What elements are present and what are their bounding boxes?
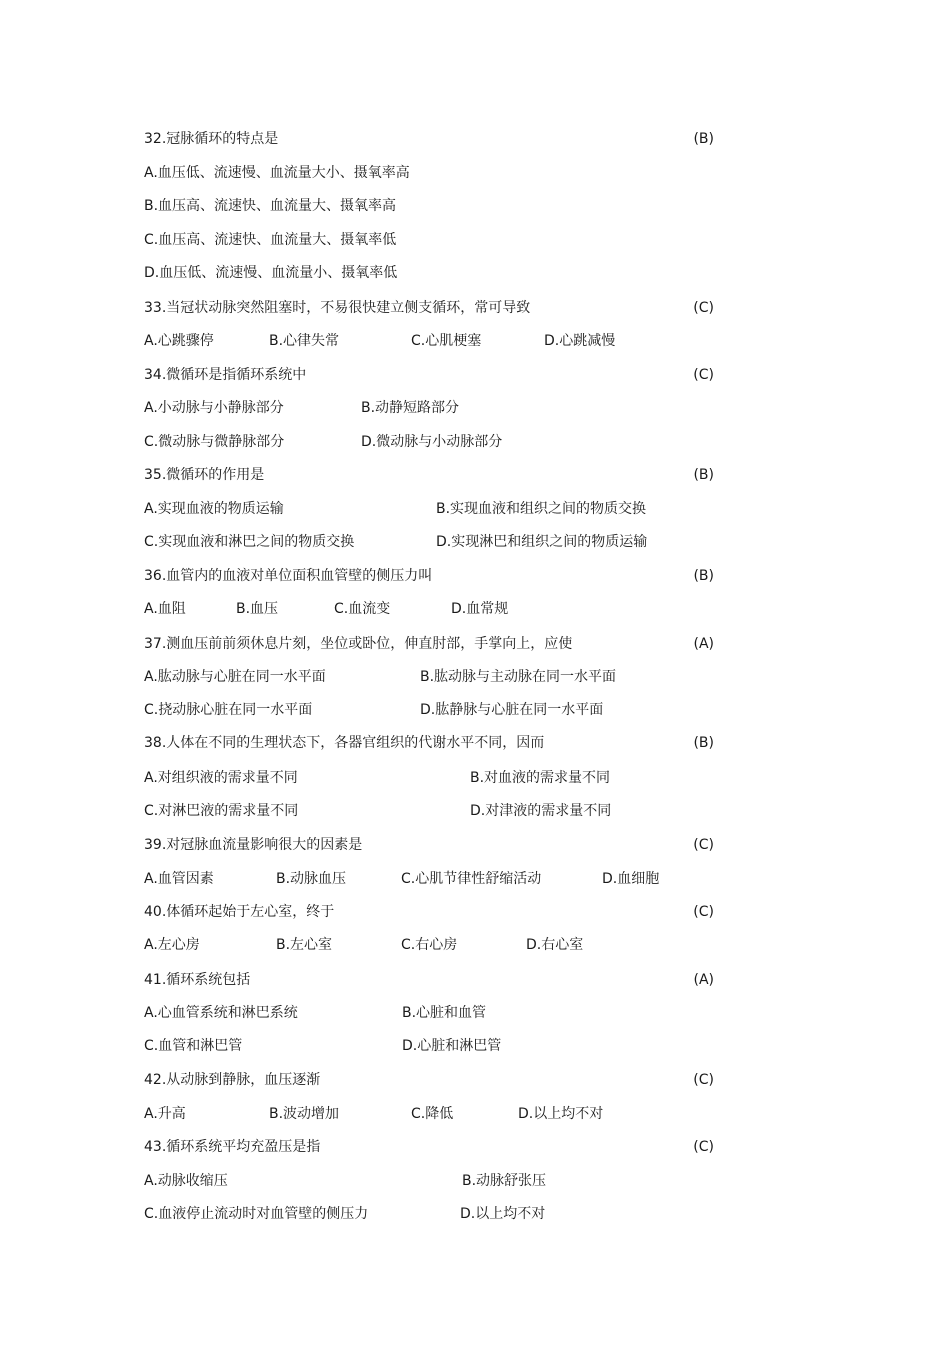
option-row: [144, 869, 714, 889]
option-d: D.以上均不对: [518, 1106, 604, 1122]
option-row: [144, 196, 714, 216]
option-b: B.肱动脉与主动脉在同一水平面: [420, 669, 617, 685]
question-41-stem: [144, 970, 714, 990]
option-row: [144, 499, 714, 519]
question-33-stem: [144, 298, 714, 318]
question-42-stem: [144, 1070, 714, 1090]
option-b: B.心律失常: [269, 333, 340, 349]
option-row: [144, 1036, 714, 1056]
question-text: 32.冠脉循环的特点是: [144, 131, 279, 147]
option-row: [144, 599, 714, 619]
question-text: 39.对冠脉血流量影响很大的因素是: [144, 837, 363, 853]
option-d: D.右心室: [526, 937, 584, 953]
option-c: C.降低: [411, 1106, 454, 1122]
option-row: [144, 801, 714, 821]
question-text: 35.微循环的作用是: [144, 467, 265, 483]
option-c: C.血管和淋巴管: [144, 1038, 243, 1054]
option-d: D.对津液的需求量不同: [470, 803, 612, 819]
option-c: C.血流变: [334, 601, 391, 617]
option-c: C.心肌梗塞: [411, 333, 482, 349]
answer-key: (C): [693, 1072, 714, 1088]
answer-key: (B): [693, 568, 714, 584]
option-row: [144, 263, 714, 283]
question-text: 42.从动脉到静脉，血压逐渐: [144, 1072, 321, 1088]
option-row: [144, 230, 714, 250]
option-d: D.心跳减慢: [544, 333, 616, 349]
answer-key: (C): [693, 1139, 714, 1155]
answer-key: (C): [693, 837, 714, 853]
option-c: C.血压高、流速快、血流量大、摄氧率低: [144, 232, 397, 248]
question-text: 38.人体在不同的生理状态下，各器官组织的代谢水平不同，因而: [144, 735, 545, 751]
question-40-stem: [144, 902, 714, 922]
option-row: [144, 1104, 714, 1124]
question-text: 34.微循环是指循环系统中: [144, 367, 307, 383]
answer-key: (C): [693, 300, 714, 316]
answer-key: (B): [693, 735, 714, 751]
option-a: A.升高: [144, 1106, 186, 1122]
option-row: [144, 432, 714, 452]
question-39-stem: [144, 835, 714, 855]
option-c: C.挠动脉心脏在同一水平面: [144, 702, 313, 718]
option-d: D.血细胞: [602, 871, 660, 887]
option-row: [144, 667, 714, 687]
answer-key: (A): [693, 636, 714, 652]
option-c: C.微动脉与微静脉部分: [144, 434, 285, 450]
option-row: [144, 331, 714, 351]
option-b: B.动静短路部分: [361, 400, 460, 416]
option-a: A.血压低、流速慢、血流量大小、摄氧率高: [144, 165, 410, 181]
option-row: [144, 935, 714, 955]
option-row: [144, 1171, 714, 1191]
option-row: [144, 163, 714, 183]
option-row: [144, 398, 714, 418]
answer-key: (C): [693, 367, 714, 383]
option-d: D.以上均不对: [460, 1206, 546, 1222]
answer-key: (A): [693, 972, 714, 988]
option-a: A.肱动脉与心脏在同一水平面: [144, 669, 326, 685]
option-c: C.右心房: [401, 937, 458, 953]
option-a: A.小动脉与小静脉部分: [144, 400, 284, 416]
question-38-stem: [144, 733, 714, 753]
question-text: 40.体循环起始于左心室，终于: [144, 904, 335, 920]
question-text: 33.当冠状动脉突然阻塞时，不易很快建立侧支循环，常可导致: [144, 300, 531, 316]
option-a: A.左心房: [144, 937, 200, 953]
option-c: C.血液停止流动时对血管壁的侧压力: [144, 1206, 369, 1222]
question-37-stem: [144, 634, 714, 654]
option-b: B.心脏和血管: [402, 1005, 487, 1021]
option-a: A.心血管系统和淋巴系统: [144, 1005, 298, 1021]
option-a: A.对组织液的需求量不同: [144, 770, 298, 786]
option-row: [144, 532, 714, 552]
option-c: C.对淋巴液的需求量不同: [144, 803, 299, 819]
question-text: 37.测血压前前须休息片刻，坐位或卧位，伸直肘部，手掌向上，应使: [144, 636, 573, 652]
question-text: 43.循环系统平均充盈压是指: [144, 1139, 321, 1155]
option-a: A.实现血液的物质运输: [144, 501, 284, 517]
answer-key: (B): [693, 131, 714, 147]
option-a: A.心跳骤停: [144, 333, 214, 349]
option-a: A.血管因素: [144, 871, 214, 887]
question-32-stem: [144, 129, 714, 149]
option-b: B.动脉舒张压: [462, 1173, 547, 1189]
option-a: A.血阻: [144, 601, 186, 617]
option-row: [144, 1003, 714, 1023]
option-row: [144, 700, 714, 720]
option-a: A.动脉收缩压: [144, 1173, 228, 1189]
answer-key: (C): [693, 904, 714, 920]
option-b: B.对血液的需求量不同: [470, 770, 611, 786]
option-d: D.微动脉与小动脉部分: [361, 434, 503, 450]
question-text: 36.血管内的血液对单位面积血管壁的侧压力叫: [144, 568, 433, 584]
question-34-stem: [144, 365, 714, 385]
option-d: D.血常规: [451, 601, 509, 617]
option-row: [144, 1204, 714, 1224]
option-b: B.血压高、流速快、血流量大、摄氧率高: [144, 198, 397, 214]
option-b: B.动脉血压: [276, 871, 347, 887]
answer-key: (B): [693, 467, 714, 483]
option-b: B.左心室: [276, 937, 333, 953]
option-d: D.血压低、流速慢、血流量小、摄氧率低: [144, 265, 398, 281]
question-35-stem: [144, 465, 714, 485]
option-b: B.波动增加: [269, 1106, 340, 1122]
option-b: B.实现血液和组织之间的物质交换: [436, 501, 647, 517]
question-43-stem: [144, 1137, 714, 1157]
option-d: D.肱静脉与心脏在同一水平面: [420, 702, 604, 718]
option-c: C.心肌节律性舒缩活动: [401, 871, 542, 887]
option-c: C.实现血液和淋巴之间的物质交换: [144, 534, 355, 550]
option-d: D.实现淋巴和组织之间的物质运输: [436, 534, 648, 550]
question-36-stem: [144, 566, 714, 586]
option-b: B.血压: [236, 601, 279, 617]
question-text: 41.循环系统包括: [144, 972, 251, 988]
option-row: [144, 768, 714, 788]
option-d: D.心脏和淋巴管: [402, 1038, 502, 1054]
